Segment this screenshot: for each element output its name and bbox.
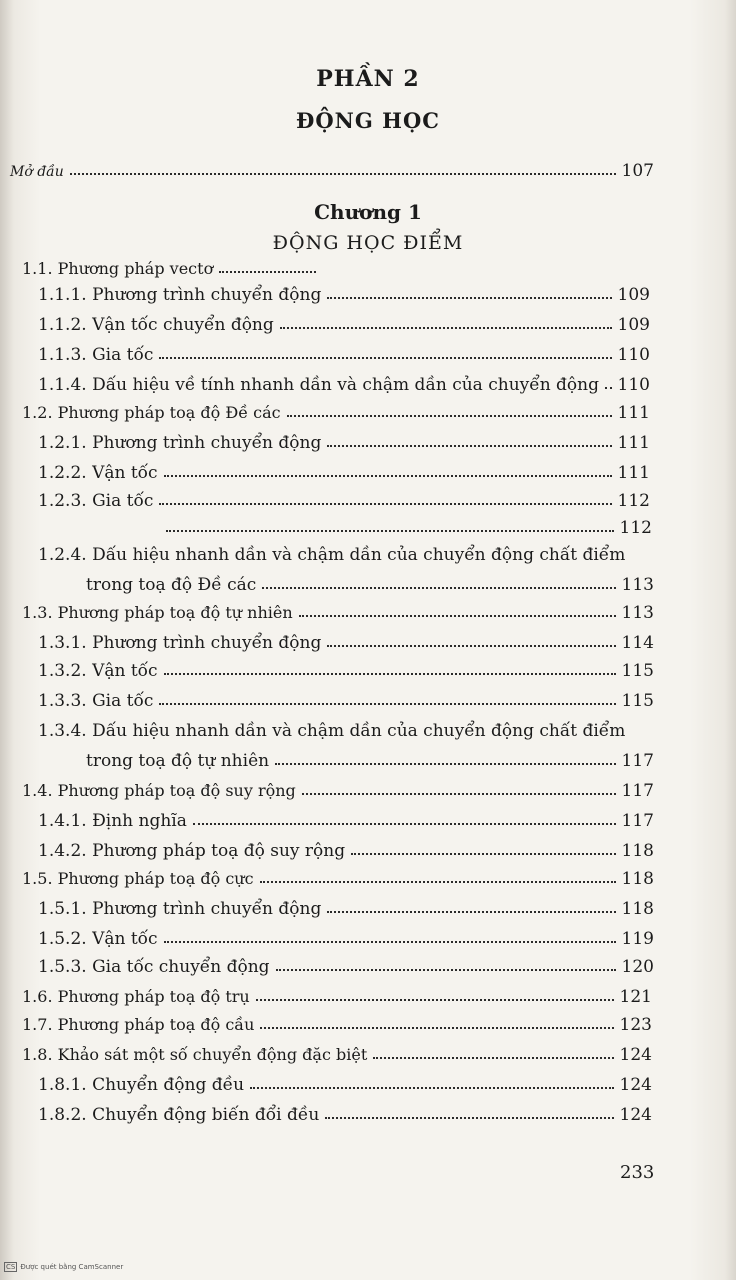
toc-entry: 1.2.4. Dấu hiệu nhanh dần và chậm dần của chuyển động chất điểm [38, 545, 626, 565]
camscanner-icon: CS [6, 1263, 16, 1271]
leader-dots [373, 1043, 613, 1059]
toc-entry: 1.4.1. Định nghĩa 117 [38, 811, 654, 831]
toc-entry: 1.1. Phương pháp vectơ [22, 258, 322, 280]
toc-entry: 1.1.2. Vận tốc chuyển động 109 [38, 315, 650, 335]
leader-dots [327, 631, 615, 647]
leader-dots [280, 313, 612, 329]
toc-entry: 1.1.1. Phương trình chuyển động 109 [38, 285, 650, 305]
toc-entry: 1.1.4. Dấu hiệu về tính nhanh dần và chậm dần của chuyển động 110 [38, 375, 650, 395]
leader-dots [276, 955, 616, 971]
leader-dots [605, 373, 612, 389]
chapter-subtitle: ĐỘNG HỌC ĐIỂM [272, 232, 464, 254]
part-title: PHẦN 2 [316, 66, 420, 92]
leader-dots [299, 601, 616, 617]
leader-dots [327, 897, 615, 913]
leader-dots [164, 927, 616, 943]
toc-entry: 1.5.2. Vận tốc 119 [38, 929, 654, 949]
leader-dots [302, 779, 616, 795]
leader-dots [164, 659, 616, 675]
toc-intro-page: 107 [621, 161, 654, 181]
part-subtitle: ĐỘNG HỌC [296, 108, 440, 133]
leader-dots [70, 159, 616, 175]
toc-entry: 1.2.1. Phương trình chuyển động 111 [38, 433, 650, 453]
leader-dots [327, 431, 611, 447]
toc-entry: 1.8.1. Chuyển động đều 124 [38, 1075, 652, 1095]
leader-dots [193, 809, 616, 825]
toc-entry: 1.8. Khảo sát một số chuyển động đặc biệt 124 [22, 1045, 652, 1065]
toc-entry: 1.3.1. Phương trình chuyển động 114 [38, 633, 654, 653]
leader-dots [164, 461, 612, 477]
toc-entry: 1.4. Phương pháp toạ độ suy rộng 117 [22, 781, 654, 801]
toc-entry: 1.3.2. Vận tốc 115 [38, 661, 654, 681]
leader-dots [275, 749, 615, 765]
toc-entry: 1.3.4. Dấu hiệu nhanh dần và chậm dần của chuyển động chất điểm [38, 721, 626, 741]
toc-entry: 1.5.1. Phương trình chuyển động 118 [38, 899, 654, 919]
scanner-watermark [4, 1262, 123, 1272]
toc-intro-label: Mở đầu [10, 164, 64, 180]
toc-entry: 1.2. Phương pháp toạ độ Đề các 111 [22, 403, 650, 423]
toc-entry: 1.2.3. Gia tốc 112 [38, 491, 650, 511]
leader-dots [260, 1013, 613, 1029]
toc-entry: 1.3.3. Gia tốc 115 [38, 691, 654, 711]
leader-dots [219, 257, 316, 273]
toc-intro [10, 160, 654, 183]
toc-entry: 1.6. Phương pháp toạ độ trụ 121 [22, 987, 652, 1007]
toc-entry: 1.3. Phương pháp toạ độ tự nhiên 113 [22, 603, 654, 623]
leader-dots [250, 1073, 614, 1089]
chapter-title: Chương 1 [314, 200, 422, 224]
scanner-text: Được quét bằng CamScanner [20, 1263, 124, 1271]
leader-dots [287, 401, 612, 417]
leader-dots [262, 573, 615, 589]
toc-entry: 1.7. Phương pháp toạ độ cầu 123 [22, 1015, 652, 1035]
toc-entry: 1.4.2. Phương pháp toạ độ suy rộng 118 [38, 841, 654, 861]
toc-entry: 1.5.3. Gia tốc chuyển động 120 [38, 957, 654, 977]
leader-dots [159, 343, 611, 359]
toc-entry: trong toạ độ Đề các 113 [86, 575, 654, 595]
leader-dots [327, 283, 611, 299]
toc-entry: trong toạ độ tự nhiên 117 [86, 751, 654, 771]
toc-entry: 1.2.2. Vận tốc 111 [38, 463, 650, 483]
leader-dots [260, 867, 616, 883]
leader-dots [159, 689, 615, 705]
page-number: 233 [620, 1162, 655, 1183]
toc-entry: 1.8.2. Chuyển động biến đổi đều 124 [38, 1105, 652, 1125]
leader-dots [166, 516, 614, 532]
toc-entry: 112 [160, 517, 652, 539]
toc-entry: 1.5. Phương pháp toạ độ cực 118 [22, 869, 654, 889]
toc-entry: 1.1.3. Gia tốc 110 [38, 345, 650, 365]
leader-dots [351, 839, 615, 855]
leader-dots [325, 1103, 613, 1119]
leader-dots [159, 489, 611, 505]
leader-dots [256, 985, 614, 1001]
